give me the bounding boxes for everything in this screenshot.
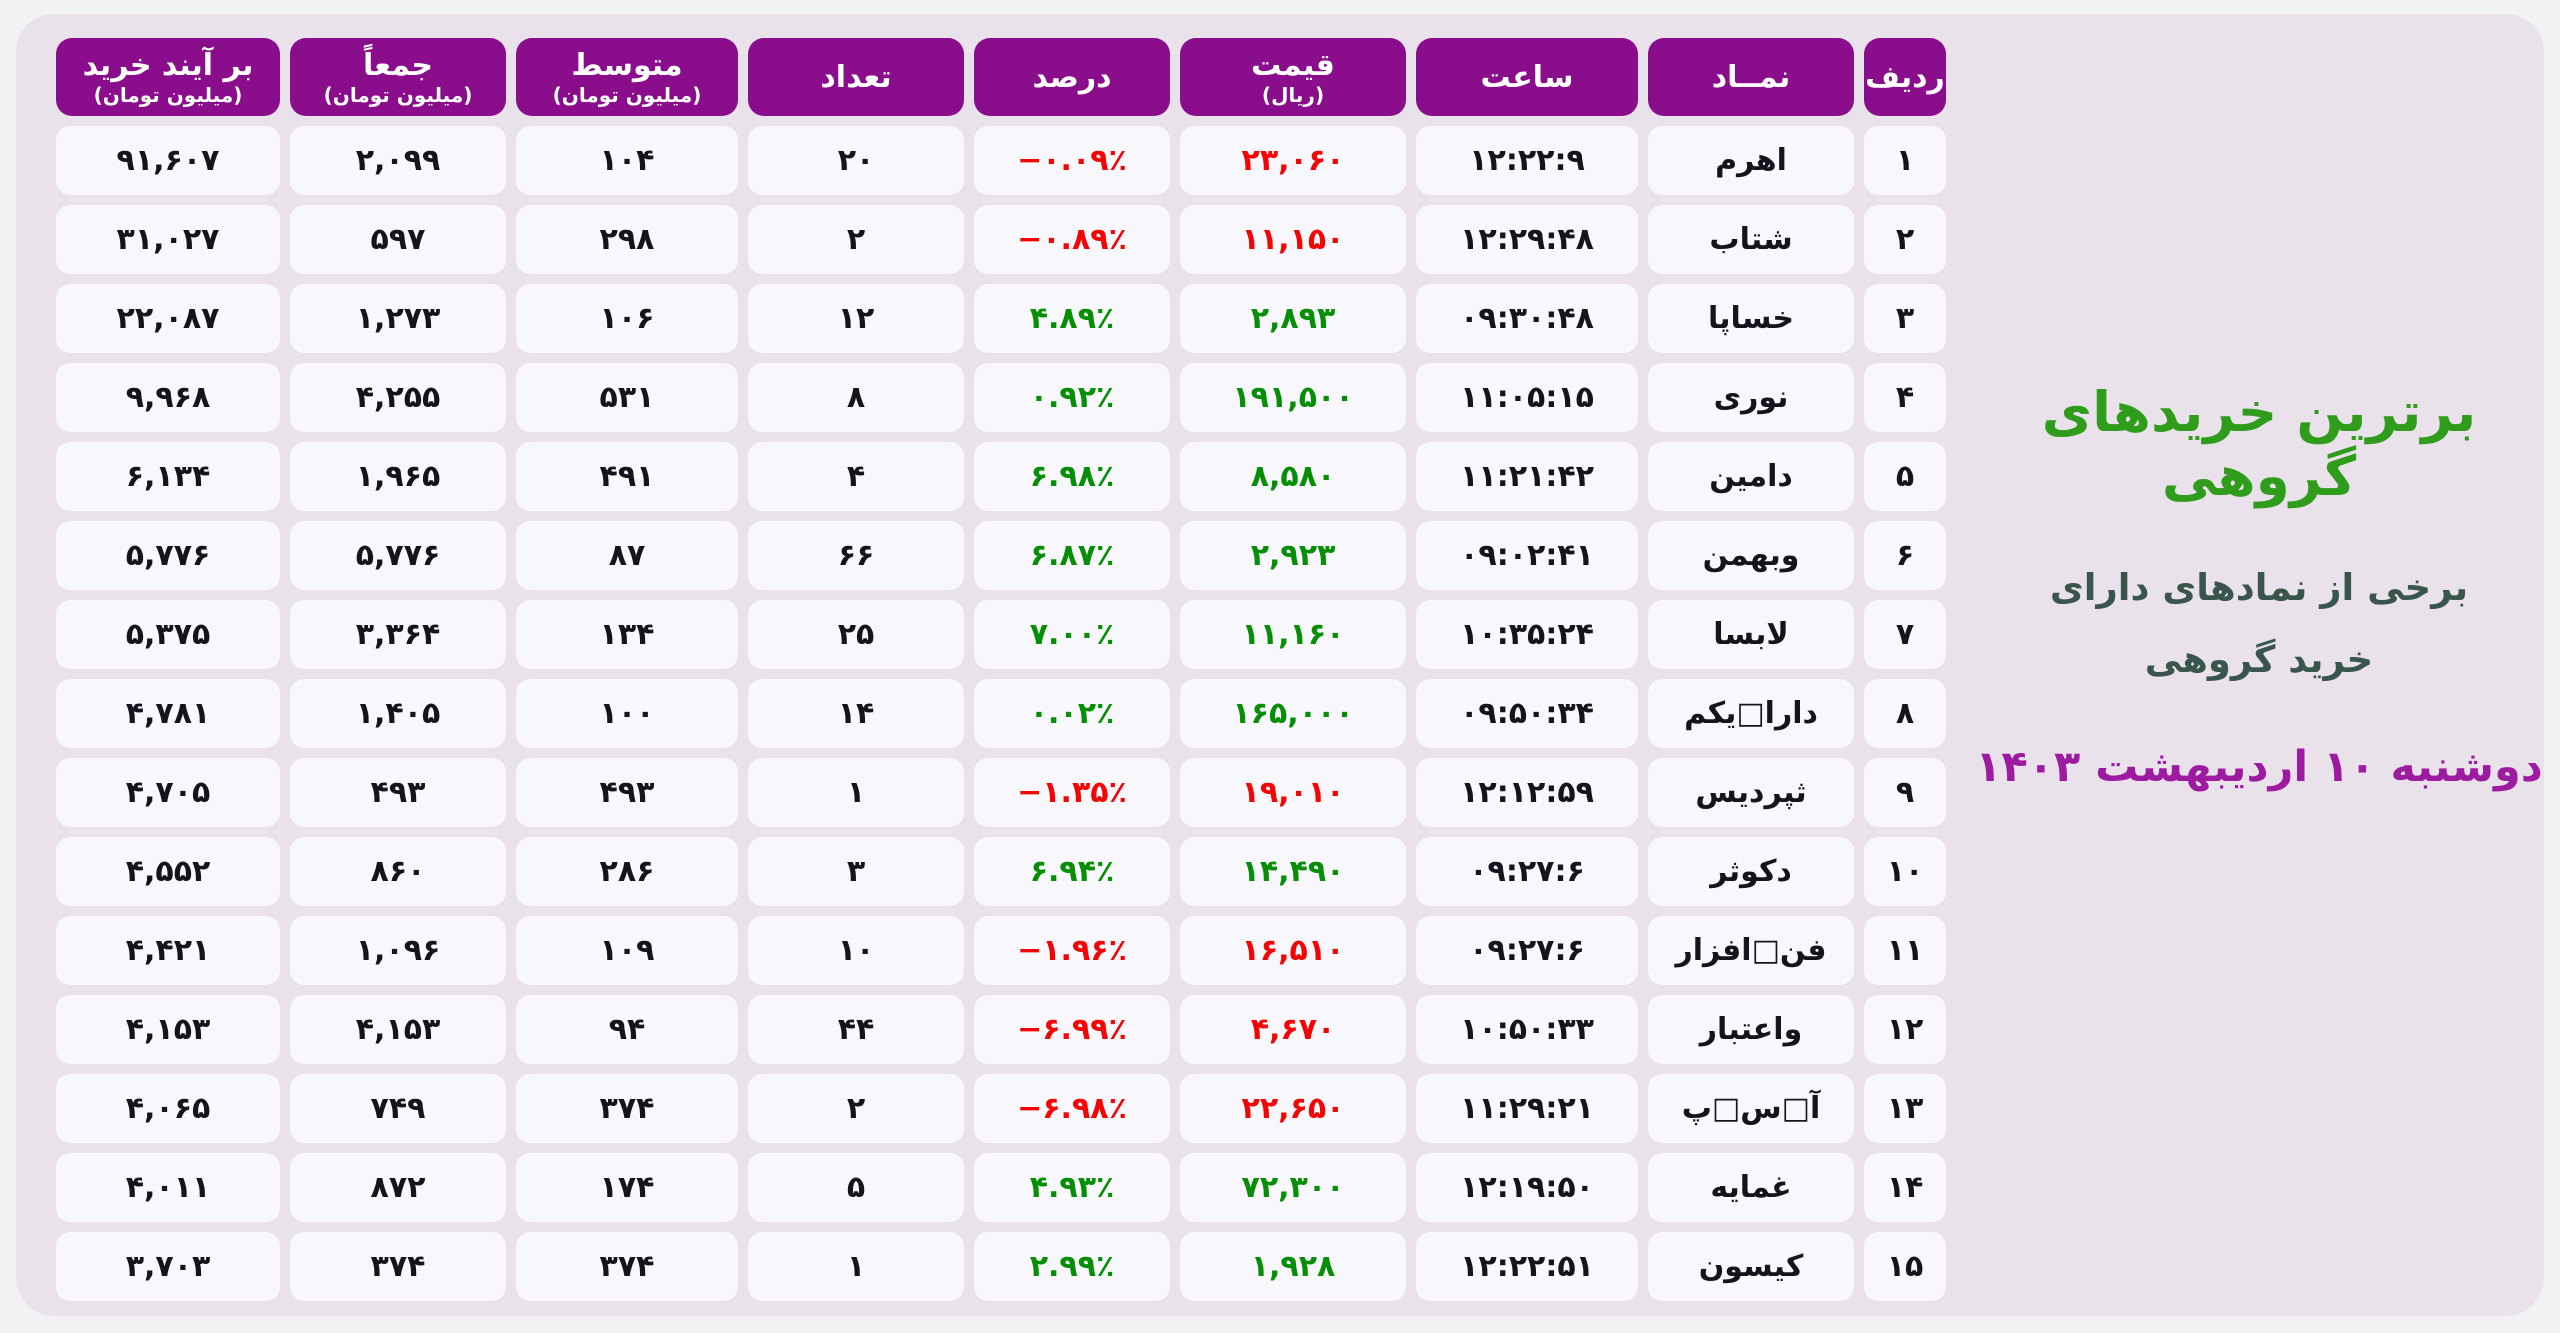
price-value: ۱۱,۱۵۰	[1241, 222, 1345, 257]
price-value: ۱۶,۵۱۰	[1241, 933, 1345, 968]
subtitle-line-1: برخی از نمادهای دارای	[2049, 566, 2469, 609]
time-value: ۱۲:۱۹:۵۰	[1460, 1170, 1594, 1205]
cell-percent	[974, 284, 1170, 353]
net-value: ۶,۱۳۴	[125, 459, 211, 494]
net-value: ۴,۵۵۲	[125, 854, 211, 889]
cell-percent	[974, 679, 1170, 748]
column-header-time	[1416, 38, 1638, 116]
cell-time	[1416, 442, 1638, 511]
column-header-label: ردیف	[1865, 59, 1945, 95]
total-value: ۴,۱۵۳	[355, 1012, 441, 1047]
cell-avg	[516, 758, 738, 827]
symbol-value: ثپردیس	[1695, 775, 1807, 810]
cell-price	[1180, 521, 1406, 590]
count-value: ۱	[846, 775, 866, 810]
cell-avg	[516, 442, 738, 511]
avg-value: ۵۳۱	[599, 380, 655, 415]
cell-net	[56, 1153, 280, 1222]
column-header-net	[56, 38, 280, 116]
time-value: ۱۰:۵۰:۳۳	[1460, 1012, 1594, 1047]
symbol-value: دکوثر	[1710, 854, 1792, 889]
cell-symbol	[1648, 679, 1854, 748]
cell-net	[56, 442, 280, 511]
time-value: ۱۲:۲۹:۴۸	[1460, 222, 1594, 257]
count-value: ۲	[846, 222, 866, 257]
total-value: ۴,۲۵۵	[355, 380, 441, 415]
cell-net	[56, 126, 280, 195]
cell-net	[56, 363, 280, 432]
net-value: ۳,۷۰۳	[125, 1249, 211, 1284]
cell-count	[748, 1232, 964, 1301]
time-value: ۱۱:۲۹:۲۱	[1460, 1091, 1594, 1126]
cell-price	[1180, 126, 1406, 195]
total-value: ۵۹۷	[370, 222, 426, 257]
total-value: ۱,۲۷۳	[355, 301, 441, 336]
cell-price	[1180, 1232, 1406, 1301]
rank-value: ۱۰	[1886, 854, 1924, 889]
avg-value: ۱۰۰	[599, 696, 655, 731]
cell-total	[290, 1232, 506, 1301]
cell-total	[290, 521, 506, 590]
time-value: ۱۲:۲۲:۹	[1469, 143, 1585, 178]
cell-count	[748, 679, 964, 748]
cell-total	[290, 284, 506, 353]
rank-value: ۱۳	[1886, 1091, 1924, 1126]
cell-time	[1416, 284, 1638, 353]
symbol-value: دارا□یکم	[1684, 696, 1818, 731]
cell-percent	[974, 363, 1170, 432]
cell-price	[1180, 679, 1406, 748]
cell-price	[1180, 205, 1406, 274]
price-value: ۸,۵۸۰	[1250, 459, 1336, 494]
cell-avg	[516, 363, 738, 432]
cell-rank	[1864, 521, 1946, 590]
cell-rank	[1864, 837, 1946, 906]
price-value: ۱,۹۲۸	[1250, 1249, 1336, 1284]
percent-value: ۶.۹۴٪	[1029, 854, 1115, 889]
percent-value: −۰.۰۹٪	[1017, 143, 1127, 178]
cell-net	[56, 837, 280, 906]
cell-symbol	[1648, 205, 1854, 274]
time-value: ۰۹:۲۷:۶	[1469, 933, 1585, 968]
cell-total	[290, 442, 506, 511]
cell-symbol	[1648, 837, 1854, 906]
percent-value: −۱.۳۵٪	[1017, 775, 1127, 810]
column-header-label: قیمت	[1251, 47, 1335, 83]
cell-time	[1416, 1074, 1638, 1143]
cell-total	[290, 1074, 506, 1143]
cell-total	[290, 205, 506, 274]
cell-symbol	[1648, 1074, 1854, 1143]
symbol-value: لابسا	[1713, 617, 1789, 652]
cell-percent	[974, 995, 1170, 1064]
avg-value: ۸۷	[608, 538, 646, 573]
cell-price	[1180, 600, 1406, 669]
time-value: ۱۰:۳۵:۲۴	[1460, 617, 1594, 652]
time-value: ۱۱:۲۱:۴۲	[1460, 459, 1594, 494]
rank-value: ۵	[1895, 459, 1915, 494]
cell-time	[1416, 521, 1638, 590]
count-value: ۶۶	[837, 538, 875, 573]
percent-value: ۰.۹۲٪	[1029, 380, 1115, 415]
time-value: ۰۹:۲۷:۶	[1469, 854, 1585, 889]
cell-time	[1416, 995, 1638, 1064]
cell-time	[1416, 1232, 1638, 1301]
column-header-label: بر آیند خرید	[82, 47, 254, 83]
percent-value: ۶.۹۸٪	[1029, 459, 1115, 494]
count-value: ۳	[846, 854, 866, 889]
cell-net	[56, 284, 280, 353]
price-value: ۱۹۱,۵۰۰	[1232, 380, 1354, 415]
cell-total	[290, 995, 506, 1064]
cell-symbol	[1648, 363, 1854, 432]
page-title: برترین خریدهای گروهی	[2041, 380, 2477, 508]
count-value: ۱۲	[837, 301, 875, 336]
cell-count	[748, 284, 964, 353]
cell-rank	[1864, 600, 1946, 669]
symbol-value: نوری	[1713, 380, 1789, 415]
cell-percent	[974, 126, 1170, 195]
cell-total	[290, 916, 506, 985]
cell-percent	[974, 916, 1170, 985]
cell-count	[748, 1153, 964, 1222]
cell-rank	[1864, 758, 1946, 827]
symbol-value: غمایه	[1710, 1170, 1792, 1205]
cell-percent	[974, 521, 1170, 590]
rank-value: ۱۱	[1886, 933, 1924, 968]
percent-value: −۶.۹۸٪	[1017, 1091, 1127, 1126]
rank-value: ۷	[1895, 617, 1915, 652]
cell-time	[1416, 837, 1638, 906]
price-value: ۲۳,۰۶۰	[1241, 143, 1345, 178]
cell-count	[748, 363, 964, 432]
cell-count	[748, 1074, 964, 1143]
cell-avg	[516, 1074, 738, 1143]
net-value: ۵,۳۷۵	[125, 617, 211, 652]
cell-count	[748, 758, 964, 827]
cell-time	[1416, 363, 1638, 432]
cell-price	[1180, 1153, 1406, 1222]
cell-total	[290, 758, 506, 827]
cell-net	[56, 679, 280, 748]
symbol-value: واعتبار	[1699, 1012, 1803, 1047]
count-value: ۴	[846, 459, 866, 494]
cell-count	[748, 916, 964, 985]
cell-net	[56, 916, 280, 985]
cell-net	[56, 1232, 280, 1301]
cell-time	[1416, 126, 1638, 195]
cell-count	[748, 442, 964, 511]
cell-time	[1416, 205, 1638, 274]
percent-value: −۰.۸۹٪	[1017, 222, 1127, 257]
avg-value: ۳۷۴	[599, 1091, 655, 1126]
count-value: ۲۰	[837, 143, 875, 178]
cell-percent	[974, 205, 1170, 274]
cell-percent	[974, 442, 1170, 511]
column-header-total	[290, 38, 506, 116]
net-value: ۵,۷۷۶	[125, 538, 211, 573]
cell-avg	[516, 995, 738, 1064]
cell-price	[1180, 758, 1406, 827]
group-buys-table	[40, 38, 1946, 1301]
symbol-value: فن□افزار	[1675, 933, 1827, 968]
cell-symbol	[1648, 1232, 1854, 1301]
cell-percent	[974, 600, 1170, 669]
time-value: ۰۹:۰۲:۴۱	[1460, 538, 1594, 573]
cell-net	[56, 600, 280, 669]
title-block	[1964, 380, 2554, 792]
cell-price	[1180, 442, 1406, 511]
percent-value: −۶.۹۹٪	[1017, 1012, 1127, 1047]
column-header-count	[748, 38, 964, 116]
cell-percent	[974, 1074, 1170, 1143]
price-value: ۷۲,۳۰۰	[1241, 1170, 1345, 1205]
column-header-label: جمعاً	[363, 47, 433, 83]
cell-total	[290, 363, 506, 432]
symbol-value: اهرم	[1715, 143, 1787, 178]
price-value: ۱۶۵,۰۰۰	[1232, 696, 1354, 731]
cell-symbol	[1648, 995, 1854, 1064]
total-value: ۵,۷۷۶	[355, 538, 441, 573]
column-header-label: درصد	[1032, 59, 1112, 95]
count-value: ۴۴	[837, 1012, 875, 1047]
count-value: ۱۴	[837, 696, 875, 731]
cell-symbol	[1648, 442, 1854, 511]
cell-time	[1416, 679, 1638, 748]
cell-rank	[1864, 1153, 1946, 1222]
cell-rank	[1864, 363, 1946, 432]
cell-net	[56, 758, 280, 827]
net-value: ۹,۹۶۸	[125, 380, 211, 415]
cell-total	[290, 837, 506, 906]
percent-value: ۰.۰۲٪	[1029, 696, 1115, 731]
cell-time	[1416, 1153, 1638, 1222]
avg-value: ۱۰۴	[599, 143, 655, 178]
column-header-percent	[974, 38, 1170, 116]
cell-symbol	[1648, 126, 1854, 195]
avg-value: ۲۸۶	[599, 854, 655, 889]
cell-total	[290, 679, 506, 748]
cell-time	[1416, 758, 1638, 827]
cell-rank	[1864, 126, 1946, 195]
cell-symbol	[1648, 284, 1854, 353]
price-value: ۱۹,۰۱۰	[1241, 775, 1345, 810]
cell-rank	[1864, 205, 1946, 274]
avg-value: ۲۹۸	[599, 222, 655, 257]
net-value: ۹۱,۶۰۷	[116, 143, 220, 178]
time-value: ۱۲:۲۲:۵۱	[1460, 1249, 1594, 1284]
rank-value: ۱۴	[1886, 1170, 1924, 1205]
total-value: ۴۹۳	[370, 775, 426, 810]
total-value: ۲,۰۹۹	[355, 143, 441, 178]
symbol-value: کیسون	[1698, 1249, 1804, 1284]
cell-total	[290, 126, 506, 195]
cell-rank	[1864, 679, 1946, 748]
price-value: ۱۱,۱۶۰	[1241, 617, 1345, 652]
rank-value: ۶	[1895, 538, 1915, 573]
avg-value: ۱۰۹	[599, 933, 655, 968]
cell-symbol	[1648, 916, 1854, 985]
cell-avg	[516, 1153, 738, 1222]
cell-price	[1180, 363, 1406, 432]
cell-symbol	[1648, 600, 1854, 669]
cell-symbol	[1648, 521, 1854, 590]
total-value: ۷۴۹	[370, 1091, 426, 1126]
avg-value: ۴۹۱	[599, 459, 655, 494]
total-value: ۳۷۴	[370, 1249, 426, 1284]
price-value: ۱۴,۴۹۰	[1241, 854, 1345, 889]
column-header-unit: (میلیون تومان)	[93, 82, 243, 107]
cell-avg	[516, 284, 738, 353]
cell-price	[1180, 1074, 1406, 1143]
cell-price	[1180, 916, 1406, 985]
net-value: ۴,۰۱۱	[125, 1170, 211, 1205]
cell-count	[748, 837, 964, 906]
total-value: ۳,۳۶۴	[355, 617, 441, 652]
cell-rank	[1864, 916, 1946, 985]
column-header-unit: (میلیون تومان)	[552, 82, 702, 107]
column-header-label: نمــاد	[1711, 59, 1791, 95]
avg-value: ۹۴	[608, 1012, 646, 1047]
cell-price	[1180, 284, 1406, 353]
rank-value: ۱۲	[1886, 1012, 1924, 1047]
count-value: ۱	[846, 1249, 866, 1284]
symbol-value: دامین	[1709, 459, 1793, 494]
column-header-avg	[516, 38, 738, 116]
count-value: ۲۵	[837, 617, 875, 652]
cell-avg	[516, 1232, 738, 1301]
percent-value: ۷.۰۰٪	[1029, 617, 1115, 652]
total-value: ۱,۴۰۵	[355, 696, 441, 731]
percent-value: ۴.۹۳٪	[1029, 1170, 1115, 1205]
column-header-label: متوسط	[571, 47, 683, 83]
cell-avg	[516, 126, 738, 195]
time-value: ۰۹:۵۰:۳۴	[1460, 696, 1594, 731]
cell-rank	[1864, 284, 1946, 353]
cell-count	[748, 521, 964, 590]
column-header-label: تعداد	[820, 59, 892, 95]
column-header-symbol	[1648, 38, 1854, 116]
rank-value: ۳	[1895, 301, 1915, 336]
cell-avg	[516, 679, 738, 748]
total-value: ۱,۰۹۶	[355, 933, 441, 968]
count-value: ۱۰	[837, 933, 875, 968]
symbol-value: خساپا	[1708, 301, 1794, 336]
cell-avg	[516, 521, 738, 590]
net-value: ۴,۴۲۱	[125, 933, 211, 968]
net-value: ۳۱,۰۲۷	[116, 222, 220, 257]
cell-price	[1180, 995, 1406, 1064]
cell-count	[748, 205, 964, 274]
cell-total	[290, 600, 506, 669]
cell-time	[1416, 916, 1638, 985]
cell-time	[1416, 600, 1638, 669]
cell-percent	[974, 837, 1170, 906]
cell-net	[56, 205, 280, 274]
percent-value: ۴.۸۹٪	[1029, 301, 1115, 336]
cell-avg	[516, 205, 738, 274]
cell-percent	[974, 1153, 1170, 1222]
cell-symbol	[1648, 758, 1854, 827]
net-value: ۴,۷۸۱	[125, 696, 211, 731]
cell-net	[56, 521, 280, 590]
column-header-unit: (میلیون تومان)	[323, 82, 473, 107]
date-label: دوشنبه ۱۰ اردیبهشت ۱۴۰۳	[1975, 742, 2543, 793]
price-value: ۲,۹۲۳	[1250, 538, 1336, 573]
cell-rank	[1864, 1074, 1946, 1143]
rank-value: ۱۵	[1886, 1249, 1924, 1284]
cell-percent	[974, 758, 1170, 827]
time-value: ۱۱:۰۵:۱۵	[1460, 380, 1594, 415]
total-value: ۱,۹۶۵	[355, 459, 441, 494]
total-value: ۸۶۰	[370, 854, 426, 889]
net-value: ۴,۱۵۳	[125, 1012, 211, 1047]
net-value: ۴,۰۶۵	[125, 1091, 211, 1126]
symbol-value: وبهمن	[1702, 538, 1800, 573]
rank-value: ۴	[1895, 380, 1915, 415]
cell-symbol	[1648, 1153, 1854, 1222]
column-header-unit: (ریال)	[1261, 82, 1325, 107]
cell-avg	[516, 837, 738, 906]
avg-value: ۱۷۴	[599, 1170, 655, 1205]
column-header-rank	[1864, 38, 1946, 116]
cell-avg	[516, 600, 738, 669]
column-header-price	[1180, 38, 1406, 116]
cell-count	[748, 126, 964, 195]
symbol-value: شتاب	[1709, 222, 1793, 257]
count-value: ۲	[846, 1091, 866, 1126]
cell-rank	[1864, 442, 1946, 511]
net-value: ۲۲,۰۸۷	[116, 301, 220, 336]
rank-value: ۸	[1895, 696, 1915, 731]
time-value: ۰۹:۳۰:۴۸	[1460, 301, 1594, 336]
rank-value: ۲	[1895, 222, 1915, 257]
cell-net	[56, 995, 280, 1064]
avg-value: ۳۷۴	[599, 1249, 655, 1284]
net-value: ۴,۷۰۵	[125, 775, 211, 810]
infographic-panel	[16, 14, 2544, 1316]
time-value: ۱۲:۱۲:۵۹	[1460, 775, 1594, 810]
cell-avg	[516, 916, 738, 985]
cell-rank	[1864, 1232, 1946, 1301]
avg-value: ۱۳۴	[599, 617, 655, 652]
symbol-value: آ□س□پ	[1681, 1091, 1821, 1126]
avg-value: ۱۰۶	[599, 301, 655, 336]
column-header-label: ساعت	[1480, 59, 1574, 95]
price-value: ۲,۸۹۳	[1250, 301, 1336, 336]
cell-count	[748, 600, 964, 669]
cell-price	[1180, 837, 1406, 906]
avg-value: ۴۹۳	[599, 775, 655, 810]
cell-rank	[1864, 995, 1946, 1064]
count-value: ۸	[846, 380, 866, 415]
percent-value: ۲.۹۹٪	[1029, 1249, 1115, 1284]
percent-value: ۶.۸۷٪	[1029, 538, 1115, 573]
total-value: ۸۷۲	[370, 1170, 426, 1205]
percent-value: −۱.۹۶٪	[1017, 933, 1127, 968]
cell-count	[748, 995, 964, 1064]
cell-percent	[974, 1232, 1170, 1301]
cell-total	[290, 1153, 506, 1222]
rank-value: ۹	[1895, 775, 1915, 810]
count-value: ۵	[846, 1170, 866, 1205]
rank-value: ۱	[1895, 143, 1915, 178]
price-value: ۲۲,۶۵۰	[1241, 1091, 1345, 1126]
subtitle-line-2: خرید گروهی	[2144, 638, 2374, 682]
price-value: ۴,۶۷۰	[1250, 1012, 1336, 1047]
cell-net	[56, 1074, 280, 1143]
